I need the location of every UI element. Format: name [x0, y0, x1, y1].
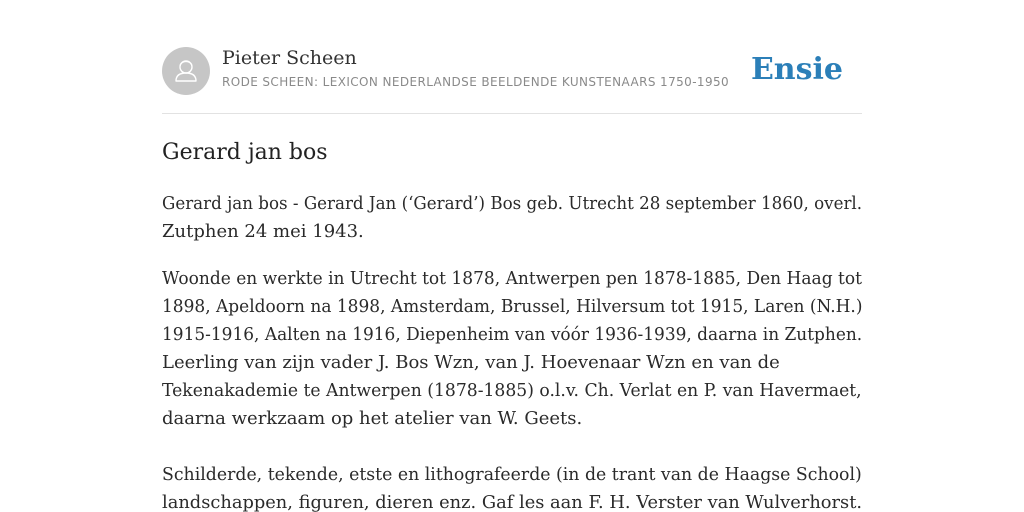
paragraph-biography: [162, 265, 862, 433]
text-line: landschappen, figuren, dieren enz. Gaf les aan F. H. Verster van Wulverhorst.: [162, 492, 863, 512]
paragraph-works: [162, 461, 862, 512]
user-avatar-icon: [162, 47, 210, 95]
text-line: Leerling van zijn vader J. Bos Wzn, van J. Hoevenaar Wzn en van de: [162, 352, 780, 373]
author-avatar[interactable]: [162, 47, 210, 95]
text-line: Zutphen 24 mei 1943.: [162, 221, 364, 242]
article-header: [162, 46, 862, 96]
text-line: Woonde en werkte in Utrecht tot 1878, Antwerpen pen 1878-1885, Den Haag tot: [162, 268, 862, 289]
text-line: 1898, Apeldoorn na 1898, Amsterdam, Brussel, Hilversum tot 1915, Laren (N.H.): [162, 296, 863, 317]
article-title: Gerard jan bos: [162, 140, 328, 165]
ensie-logo[interactable]: Ensie: [750, 52, 843, 87]
source-link[interactable]: RODE SCHEEN: LEXICON NEDERLANDSE BEELDENDE KUNSTENAARS 1750-1950: [222, 75, 730, 89]
text-line: Schilderde, tekende, etste en lithografeerde (in de trant van de Haagse School): [162, 464, 862, 485]
article-body: [162, 190, 862, 512]
text-line: daarna werkzaam op het atelier van W. Geets.: [162, 408, 583, 429]
text-line: Tekenakademie te Antwerpen (1878-1885) o.l.v. Ch. Verlat en P. van Havermaet,: [162, 380, 862, 401]
paragraph-intro: [162, 190, 862, 246]
text-line: 1915-1916, Aalten na 1916, Diepenheim van vóór 1936-1939, daarna in Zutphen.: [162, 324, 863, 345]
author-name[interactable]: Pieter Scheen: [222, 47, 357, 69]
text-line: Gerard jan bos - Gerard Jan (‘Gerard’) Bos geb. Utrecht 28 september 1860, overl.: [162, 193, 863, 214]
header-divider: [162, 113, 862, 114]
